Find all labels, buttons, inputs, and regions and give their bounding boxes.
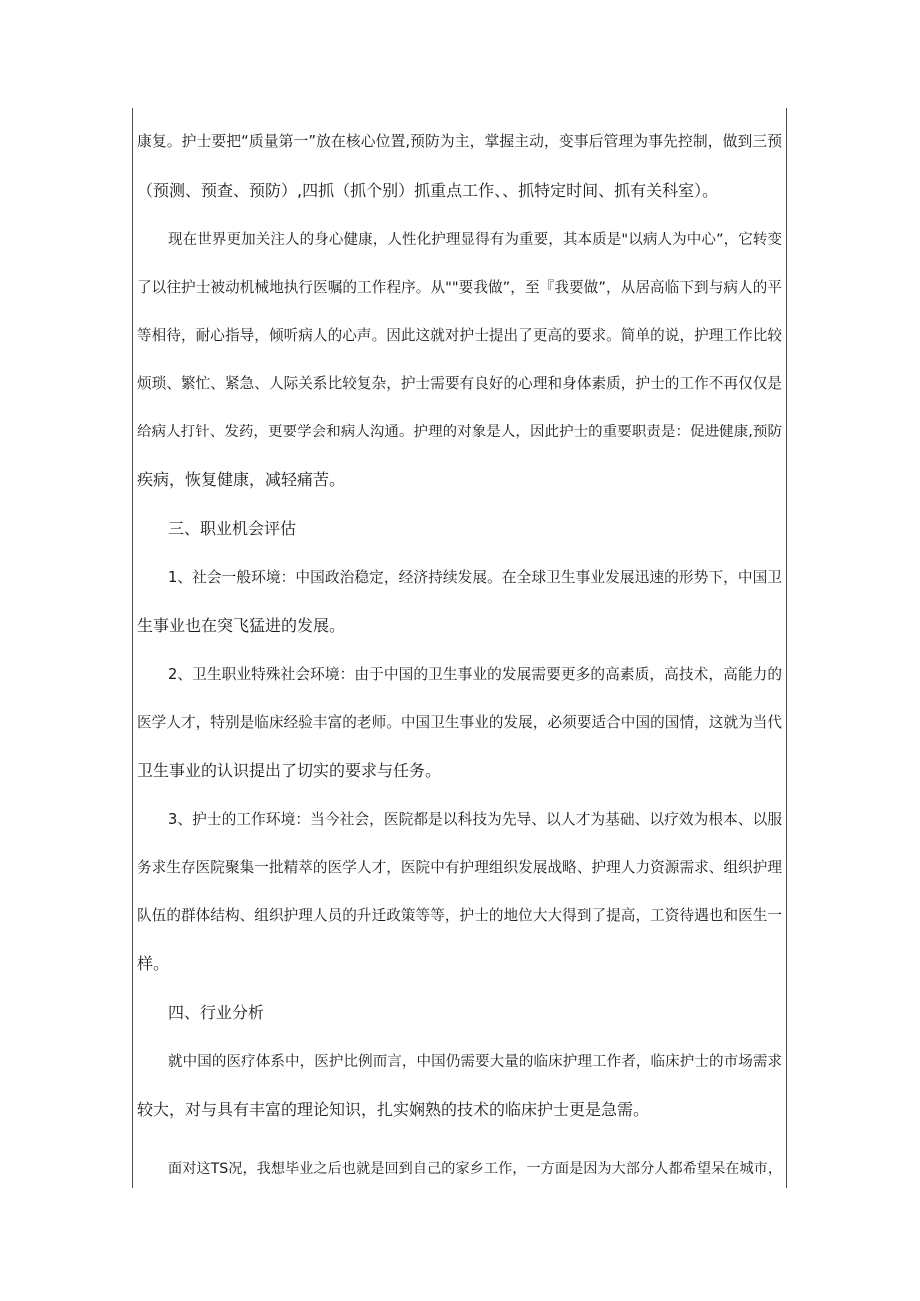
- paragraph-line: 1、社会一般环境：中国政治稳定，经济持续发展。在全球卫生事业发展迅速的形势下，中国卫: [168, 569, 782, 586]
- section-heading: 三、职业机会评估: [168, 519, 297, 538]
- right-border-line: [786, 108, 787, 1188]
- section-heading: 四、行业分析: [168, 1003, 265, 1022]
- paragraph-line: 较大，对与具有丰富的理论知识，扎实娴熟的技术的临床护士更是急需。: [137, 1100, 650, 1119]
- paragraph-line: 队伍的群体结构、组织护理人员的升迁政策等等，护士的地位大大得到了提高，工资待遇也和医生一: [137, 907, 782, 924]
- paragraph-line: 康复。护士要把“质量第一”放在核心位置,预防为主，掌握主动，变事后管理为事先控制，做到三预: [137, 133, 782, 150]
- paragraph-line: 卫生事业的认识提出了切实的要求与任务。: [137, 761, 442, 780]
- paragraph-line: 面对这TS况，我想毕业之后也就是回到自己的家乡工作，一方面是因为大部分人都希望呆在城市，: [168, 1161, 782, 1177]
- paragraph-line: 生事业也在突飞猛进的发展。: [137, 616, 346, 635]
- paragraph-line: 就中国的医疗体系中，医护比例而言，中国仍需要大量的临床护理工作者，临床护士的市场需求: [168, 1053, 782, 1070]
- left-border-line: [132, 108, 133, 1188]
- paragraph-line: 3、护士的工作环境：当今社会，医院都是以科技为先导、以人才为基础、以疗效为根本、以服: [168, 811, 782, 828]
- paragraph-line: 疾病，恢复健康，减轻痛苦。: [137, 470, 346, 489]
- paragraph-line: 医学人才，特别是临床经验丰富的老师。中国卫生事业的发展，必须要适合中国的国情，这就为当代: [137, 714, 782, 731]
- paragraph-line: 务求生存医院聚集一批精萃的医学人才，医院中有护理组织发展战略、护理人力资源需求、组织护理: [137, 859, 782, 876]
- paragraph-line: （预测、预查、预防）,四抓（抓个别）抓重点工作、、抓特定时间、抓有关科室）。: [137, 181, 719, 200]
- paragraph-line: 等相待，耐心指导，倾听病人的心声。因此这就对护士提出了更高的要求。简单的说，护理工作比较: [137, 327, 782, 344]
- paragraph-line: 现在世界更加关注人的身心健康，人性化护理显得有为重要，其本质是"以病人为中心”，它转变: [168, 231, 782, 248]
- paragraph-line: 2、卫生职业特殊社会环境：由于中国的卫生事业的发展需要更多的高素质，高技术，高能力的: [168, 666, 782, 683]
- paragraph-line: 样。: [137, 954, 170, 973]
- paragraph-line: 烦琐、繁忙、紧急、人际关系比较复杂，护士需要有良好的心理和身体素质，护士的工作不再仅仅是: [137, 375, 782, 392]
- paragraph-line: 了以往护士被动机械地执行医嘱的工作程序。从""要我做”，至『我要做”，从居高临下到与病人的平: [137, 279, 782, 296]
- paragraph-line: 给病人打针、发药，更要学会和病人沟通。护理的对象是人，因此护士的重要职责是：促进健康,预防: [137, 424, 782, 440]
